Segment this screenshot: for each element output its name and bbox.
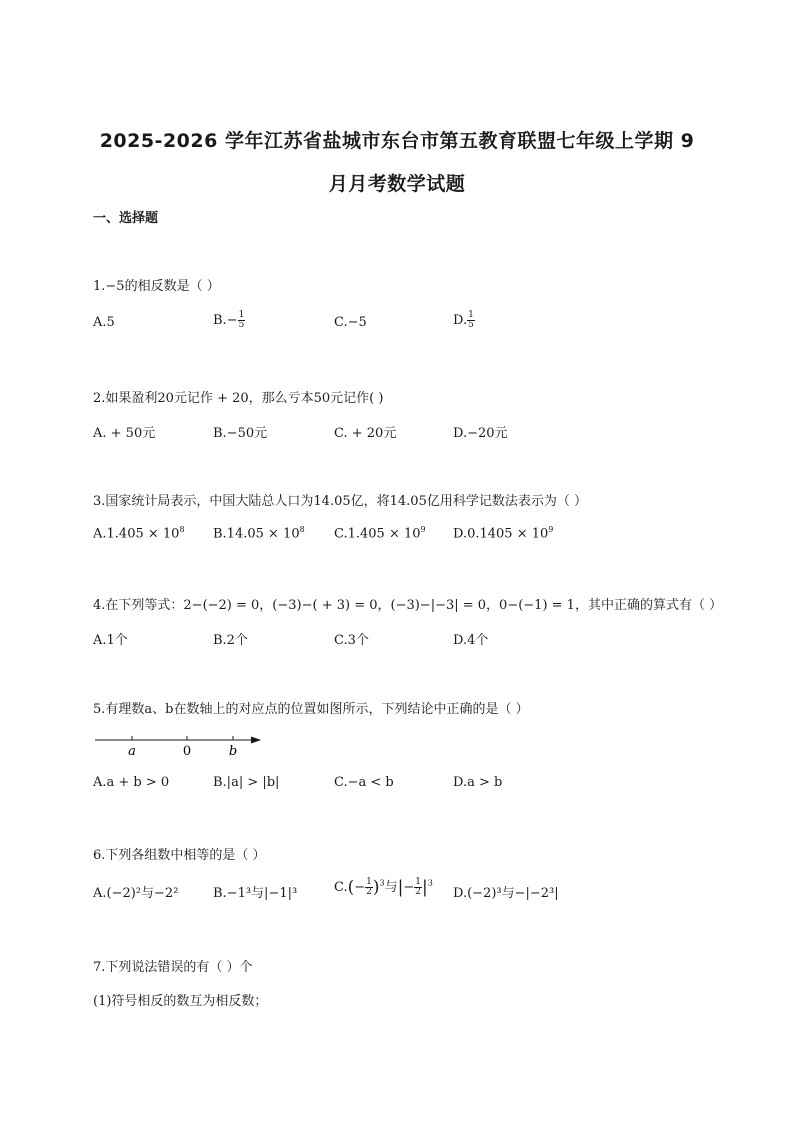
label-zero: 0	[182, 744, 192, 758]
question-7-item-1: (1)符号相反的数互为相反数；	[93, 994, 268, 1009]
question-3-stem: 3.国家统计局表示，中国大陆总人口为14.05亿，将14.05亿用科学记数法表示为（ ）	[93, 494, 587, 509]
fraction-numerator: 1	[366, 877, 372, 887]
question-3-option-b	[213, 525, 305, 541]
question-4-option-c: C.3个	[334, 633, 369, 648]
exponent: 8	[299, 525, 305, 534]
question-6-option-a: A.(−2)²与−2²	[93, 886, 179, 901]
label-a: a	[128, 744, 136, 758]
question-2-option-b: B.−50元	[213, 426, 268, 441]
question-3-option-a	[93, 525, 185, 541]
question-5-option-c: C.−a < b	[334, 775, 394, 790]
section-heading: 一、选择题	[93, 211, 159, 226]
page-title-line-1: 2025-2026 学年江苏省盐城市东台市第五教育联盟七年级上学期 9	[99, 130, 695, 152]
fraction-denominator: 2	[415, 887, 422, 897]
question-5-option-d: D.a > b	[453, 775, 503, 790]
question-3-option-b-base: B.14.05 × 10	[213, 526, 300, 542]
question-6-option-d: D.(−2)³与−|−2³|	[453, 886, 559, 901]
fraction	[238, 311, 246, 330]
right-paren: )	[372, 877, 380, 898]
question-1-option-b	[213, 311, 245, 330]
exponent: 9	[548, 525, 554, 534]
question-2-option-d: D.−20元	[453, 426, 508, 441]
label-b: b	[228, 744, 238, 758]
exponent: 3	[379, 878, 385, 888]
question-2-option-a: A. + 50元	[93, 426, 156, 441]
exponent: 3	[427, 878, 433, 888]
question-6-option-b: B.−1³与|−1|³	[213, 886, 298, 901]
left-bar: |	[397, 877, 404, 898]
fraction	[365, 878, 373, 897]
question-3-option-d-base: D.0.1405 × 10	[453, 526, 549, 542]
question-6-stem: 6.下列各组数中相等的是（ ）	[93, 848, 266, 863]
left-paren: (	[347, 877, 355, 898]
fraction	[414, 878, 422, 897]
question-4-option-d: D.4个	[453, 633, 489, 648]
question-1-option-b-prefix: B.−	[213, 313, 238, 328]
question-1-stem: 1.−5的相反数是（ ）	[93, 279, 220, 294]
fraction	[467, 311, 475, 330]
fraction-numerator: 1	[415, 877, 422, 887]
arrow-right-icon	[251, 737, 261, 744]
question-2-stem: 2.如果盈利20元记作 + 20，那么亏本50元记作( )	[93, 391, 384, 406]
question-5-option-a: A.a + b > 0	[93, 775, 170, 790]
question-3-option-c	[334, 525, 426, 541]
fraction-denominator: 2	[366, 887, 372, 897]
question-1-option-d	[453, 311, 475, 330]
fraction-numerator: 1	[238, 310, 245, 320]
fraction-denominator: 5	[468, 320, 474, 330]
question-7-stem: 7.下列说法错误的有（ ）个	[93, 960, 253, 975]
exponent: 8	[179, 525, 185, 534]
question-1-option-d-prefix: D.	[453, 313, 468, 328]
question-4-option-a: A.1个	[93, 633, 128, 648]
question-1-option-c: C.−5	[334, 315, 367, 330]
question-4-stem: 4.在下列等式：2−(−2) = 0，(−3)−( + 3) = 0，(−3)−|−3| = 0，0−(−1) = 1，其中正确的算式有（ ）	[93, 598, 723, 613]
question-3-option-c-base: C.1.405 × 10	[334, 526, 421, 542]
question-5-option-b: B.|a| > |b|	[213, 775, 280, 790]
question-1-option-a: A.5	[93, 315, 115, 330]
question-6-option-c: C.(− $\frac{1}{2}$ )$^3$与|− $\frac{1}{2}$ $|^3$	[334, 877, 433, 898]
exponent: 9	[420, 525, 426, 534]
page-title-line-2: 月月考数学试题	[328, 173, 466, 195]
right-bar: |	[422, 877, 428, 898]
question-3-option-d	[453, 525, 553, 541]
question-5-stem: 5.有理数a、b在数轴上的对应点的位置如图所示，下列结论中正确的是（ ）	[93, 702, 529, 717]
question-6-option-c-prefix: C.	[334, 880, 348, 895]
number-line-figure	[93, 730, 268, 758]
question-3-option-a-base: A.1.405 × 10	[93, 526, 180, 542]
question-4-option-b: B.2个	[213, 633, 248, 648]
fraction-numerator: 1	[468, 310, 474, 320]
question-2-option-c: C. + 20元	[334, 426, 397, 441]
fraction-denominator: 5	[238, 320, 245, 330]
question-6-option-c-mid: 与	[384, 880, 398, 895]
